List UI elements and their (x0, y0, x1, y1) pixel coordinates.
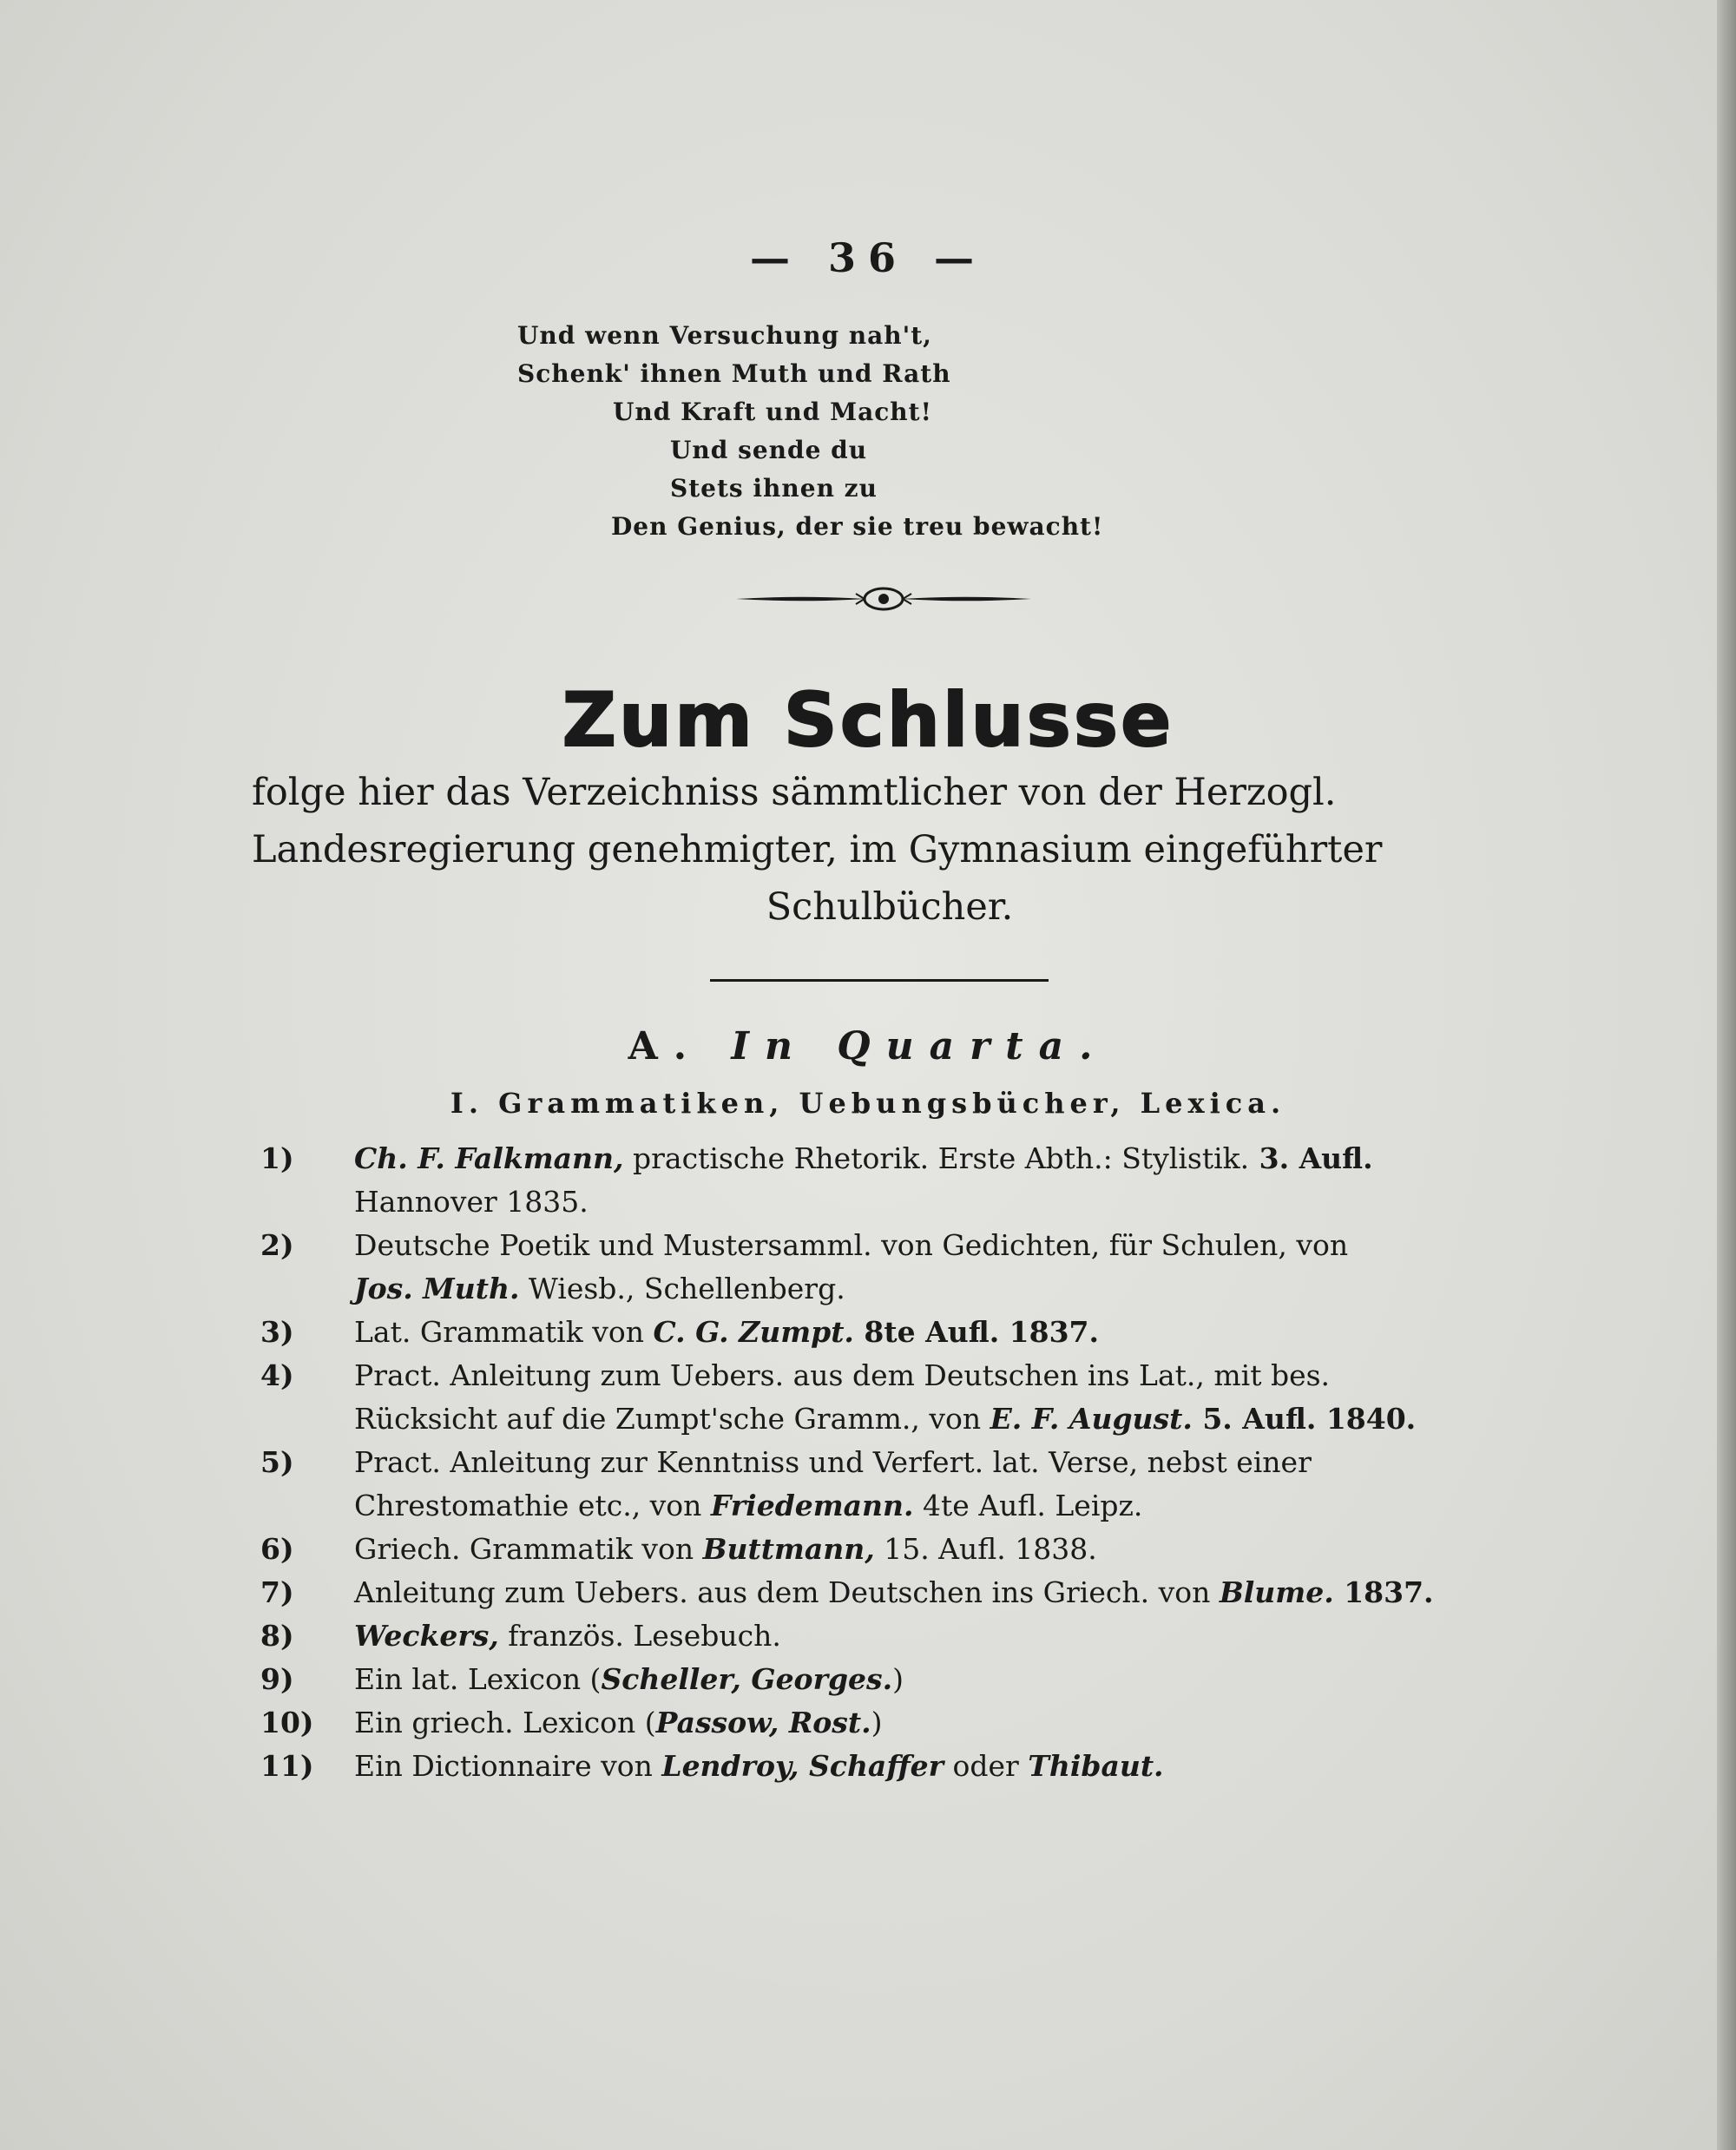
list-item (260, 1137, 1545, 1224)
item-text: französ. Lesebuch. (498, 1619, 781, 1653)
item-number: 11) (260, 1749, 314, 1783)
item-edition: 3. Aufl. (1249, 1141, 1373, 1175)
list-item (260, 1354, 1545, 1441)
item-author: Blume. (1219, 1575, 1334, 1609)
intro-paragraph (252, 764, 1528, 936)
subsection-heading: I. Grammatiken, Uebungsbücher, Lexica. (450, 1087, 1286, 1120)
item-line (354, 1701, 1545, 1745)
item-edition: 4te Aufl. Leipz. (913, 1489, 1143, 1522)
item-text: Lat. Grammatik von (354, 1315, 654, 1349)
item-text: practische Rhetorik. Erste Abth.: Stylistik. (623, 1141, 1250, 1175)
item-author: C. G. Zumpt. (653, 1315, 854, 1349)
item-author: Lendroy, Schaffer (661, 1749, 944, 1783)
item-line (354, 1614, 1545, 1658)
item-text: Rücksicht auf die Zumpt'sche Gramm., von (354, 1402, 990, 1436)
item-author: Ch. F. Falkmann, (354, 1141, 624, 1175)
item-line (354, 1745, 1545, 1788)
item-text: Ein lat. Lexicon ( (354, 1662, 602, 1696)
list-item (260, 1528, 1545, 1571)
section-title: In Quarta. (731, 1024, 1108, 1068)
item-line (354, 1137, 1545, 1180)
horizontal-rule (710, 979, 1049, 982)
item-author: E. F. August. (990, 1402, 1193, 1436)
item-number: 2) (260, 1228, 294, 1262)
list-item (260, 1311, 1545, 1354)
poem-line: Den Genius, der sie treu bewacht! (611, 512, 1104, 541)
page-edge (1717, 0, 1736, 2150)
item-line (354, 1267, 1545, 1311)
item-line (354, 1311, 1545, 1354)
poem-line: Schenk' ihnen Muth und Rath (517, 359, 951, 388)
book-list (260, 1137, 1545, 1788)
list-item (260, 1571, 1545, 1614)
item-line (354, 1528, 1545, 1571)
item-line: Pract. Anleitung zur Kenntniss und Verfert. lat. Verse, nebst einer (354, 1445, 1312, 1479)
poem-line: Und sende du (670, 436, 868, 464)
section-heading (0, 1024, 1736, 1068)
item-number: 5) (260, 1445, 294, 1479)
poem-line: Stets ihnen zu (670, 474, 878, 503)
item-line: Pract. Anleitung zum Uebers. aus dem Deutschen ins Lat., mit bes. (354, 1358, 1331, 1392)
item-line: Hannover 1835. (354, 1185, 589, 1219)
item-line (354, 1397, 1545, 1441)
section-label: A. (628, 1024, 703, 1068)
item-number: 9) (260, 1662, 294, 1696)
item-edition: 1837. (1333, 1575, 1434, 1609)
list-item (260, 1441, 1545, 1528)
item-author: Jos. Muth. (354, 1272, 520, 1305)
item-line: Deutsche Poetik und Mustersamml. von Gedichten, für Schulen, von (354, 1228, 1349, 1262)
intro-line: Schulbücher. (766, 885, 1014, 929)
item-number: 6) (260, 1532, 294, 1566)
list-item (260, 1224, 1545, 1311)
item-number: 7) (260, 1575, 294, 1609)
item-text: ) (871, 1706, 883, 1739)
item-edition: 15. Aufl. 1838. (874, 1532, 1097, 1566)
item-author: Thibaut. (1028, 1749, 1164, 1783)
item-text: Ein griech. Lexicon ( (354, 1706, 656, 1739)
item-text: Chrestomathie etc., von (354, 1489, 711, 1522)
item-number: 1) (260, 1141, 294, 1175)
item-author: Buttmann, (702, 1532, 875, 1566)
item-text: Anleitung zum Uebers. aus dem Deutschen ins Griech. von (354, 1575, 1220, 1609)
item-author: Scheller, Georges. (601, 1662, 893, 1696)
item-number: 10) (260, 1706, 314, 1739)
item-text: oder (944, 1749, 1029, 1783)
main-title: Zum Schlusse (562, 677, 1174, 764)
item-author: Passow, Rost. (655, 1706, 871, 1739)
item-line (354, 1571, 1545, 1614)
item-text: Griech. Grammatik von (354, 1532, 703, 1566)
intro-line: folge hier das Verzeichniss sämmtlicher von der Herzogl. (252, 771, 1337, 814)
item-text: Ein Dictionnaire von (354, 1749, 662, 1783)
item-number: 4) (260, 1358, 294, 1392)
page-number: — 36 — (749, 234, 987, 281)
list-item (260, 1658, 1545, 1701)
item-edition: 8te Aufl. 1837. (853, 1315, 1100, 1349)
item-number: 8) (260, 1619, 294, 1653)
item-author: Friedemann. (710, 1489, 914, 1522)
item-line (354, 1658, 1545, 1701)
intro-line: Landesregierung genehmigter, im Gymnasium eingeführter (252, 828, 1383, 871)
item-text: ) (892, 1662, 904, 1696)
item-edition: 5. Aufl. 1840. (1192, 1402, 1417, 1436)
item-author: Weckers, (354, 1619, 499, 1653)
poem-line: Und wenn Versuchung nah't, (517, 321, 932, 350)
list-item (260, 1745, 1545, 1788)
item-line (354, 1484, 1545, 1528)
item-number: 3) (260, 1315, 294, 1349)
list-item (260, 1701, 1545, 1745)
poem-line: Und Kraft und Macht! (613, 398, 932, 426)
item-text: Wiesb., Schellenberg. (519, 1272, 845, 1305)
list-item (260, 1614, 1545, 1658)
ornament-divider-icon (736, 583, 1031, 615)
